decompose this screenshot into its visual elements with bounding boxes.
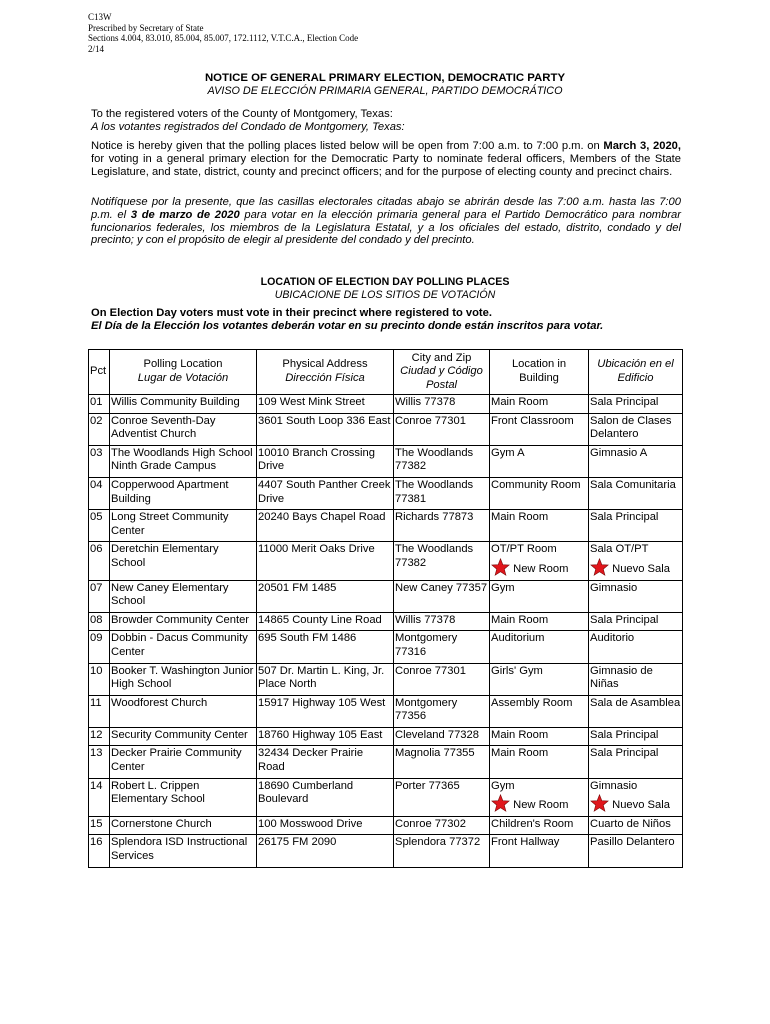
new-room-note [590, 558, 681, 577]
header-physical-address-es: Dirección Física [285, 372, 365, 384]
cell-address [257, 612, 394, 631]
cell-address-text: 695 South FM 1486 [258, 632, 357, 645]
cell-building-text: Main Room [491, 728, 549, 741]
cell-address-text: 507 Dr. Martin L. King, Jr. Place North [258, 664, 385, 691]
cell-location [110, 580, 257, 612]
cell-building-text: OT/PT Room [491, 543, 557, 556]
cell-address-text: 100 Mosswood Drive [258, 817, 363, 830]
cell-pct [89, 542, 110, 580]
cell-building [490, 695, 589, 727]
cell-ubicacion [589, 413, 683, 445]
cell-city-text: Montgomery 77356 [395, 696, 458, 723]
table-row [89, 778, 683, 816]
cell-city-text: Willis 77378 [395, 396, 456, 408]
cell-building [490, 778, 589, 816]
cell-pct [89, 510, 110, 542]
cell-city [394, 477, 490, 509]
cell-ubicacion [589, 835, 683, 867]
cell-pct [89, 746, 110, 778]
cell-address-text: 18760 Highway 105 East [258, 728, 383, 741]
notice-spanish-text-1: Notifíquese por la presente, que las casillas electorales citadas abajo se abrirán desde las 7:00 a.m. hasta las 7:00 p.m. el [91, 196, 681, 221]
cell-pct [89, 477, 110, 509]
cell-city [394, 413, 490, 445]
polling-places-body [89, 395, 683, 868]
cell-ubicacion-text: Sala Principal [590, 511, 659, 524]
cell-city [394, 778, 490, 816]
cell-building-text: Gym [491, 779, 515, 792]
cell-ubicacion [589, 542, 683, 580]
table-row [89, 631, 683, 663]
table-row [89, 510, 683, 542]
cell-pct [89, 663, 110, 695]
table-row [89, 612, 683, 631]
table-row [89, 746, 683, 778]
cell-pct-text: 13 [90, 747, 103, 760]
election-day-note [91, 307, 681, 333]
cell-building-text: Children's Room [491, 817, 574, 830]
cell-city-text: Conroe 77302 [395, 817, 466, 830]
table-row [89, 580, 683, 612]
cell-ubicacion-text: Gimnasio A [590, 446, 648, 459]
location-heading-spanish: UBICACIONE DE LOS SITIOS DE VOTACIÓN [274, 288, 496, 301]
cell-city [394, 510, 490, 542]
header-physical-address-en: Physical Address [282, 358, 368, 371]
cell-location [110, 477, 257, 509]
cell-address [257, 542, 394, 580]
cell-location-text: Long Street Community Center [111, 511, 229, 537]
cell-location [110, 631, 257, 663]
cell-building [490, 542, 589, 580]
cell-pct-text: 05 [90, 511, 103, 524]
cell-city [394, 580, 490, 612]
form-code: C13W [88, 12, 112, 22]
cell-ubicacion [589, 778, 683, 816]
red-star-icon [491, 558, 510, 576]
cell-pct [89, 395, 110, 414]
new-room-note [491, 558, 587, 577]
notice-english [91, 140, 681, 178]
cell-address [257, 727, 394, 746]
cell-address-text: 10010 Branch Crossing Drive [258, 446, 375, 473]
cell-building [490, 395, 589, 414]
cell-location [110, 542, 257, 580]
cell-pct [89, 580, 110, 612]
cell-address [257, 510, 394, 542]
header-physical-address [257, 350, 394, 395]
cell-location-text: Woodforest Church [111, 696, 208, 709]
cell-building-text: Community Room [491, 478, 581, 491]
cell-location [110, 778, 257, 816]
cell-ubicacion-text: Gimnasio [590, 779, 638, 792]
cell-pct-text: 15 [90, 817, 103, 830]
cell-pct [89, 727, 110, 746]
cell-pct-text: 03 [90, 446, 103, 459]
cell-ubicacion [589, 477, 683, 509]
table-row [89, 413, 683, 445]
cell-building [490, 727, 589, 746]
cell-location-text: Security Community Center [111, 728, 248, 741]
cell-ubicacion [589, 695, 683, 727]
cell-building [490, 631, 589, 663]
cell-ubicacion [589, 510, 683, 542]
cell-ubicacion-text: Sala Principal [590, 747, 659, 760]
cell-location [110, 413, 257, 445]
cell-pct-text: 12 [90, 728, 103, 741]
cell-location-text: Dobbin - Dacus Community Center [111, 632, 248, 658]
cell-city-text: New Caney 77357 [395, 581, 488, 594]
address-block [91, 108, 681, 134]
cell-address-text: 20240 Bays Chapel Road [258, 511, 386, 524]
cell-pct [89, 816, 110, 835]
page-title: NOTICE OF GENERAL PRIMARY ELECTION, DEMOCRATIC PARTY [204, 72, 566, 84]
table-row [89, 395, 683, 414]
header-location-in-building: Location in Building [490, 350, 589, 395]
cell-pct-text: 04 [90, 478, 103, 491]
cell-location-text: Decker Prairie Community Center [111, 747, 242, 774]
cell-pct-text: 16 [90, 836, 103, 849]
cell-city [394, 695, 490, 727]
cell-pct [89, 612, 110, 631]
cell-building-text: Front Classroom [491, 414, 574, 427]
cell-city-text: The Woodlands 77382 [395, 446, 474, 473]
cell-location [110, 663, 257, 695]
cell-building-text: Main Room [491, 396, 549, 408]
cell-pct [89, 695, 110, 727]
header-city-zip [394, 350, 490, 395]
red-star-icon [590, 558, 609, 576]
cell-pct-text: 02 [90, 414, 103, 427]
notice-english-text-1: Notice is hereby given that the polling places listed below will be open from 7:00 a.m. to 7:00 p.m. on [91, 140, 604, 152]
cell-location [110, 445, 257, 477]
cell-address-text: 26175 FM 2090 [258, 836, 337, 849]
cell-address-text: 109 West Mink Street [258, 396, 365, 408]
cell-location [110, 510, 257, 542]
cell-address [257, 580, 394, 612]
cell-address [257, 835, 394, 867]
new-room-label: Nuevo Sala [612, 562, 670, 575]
cell-location [110, 746, 257, 778]
cell-address [257, 413, 394, 445]
cell-pct [89, 413, 110, 445]
red-star-icon [590, 794, 609, 812]
cell-building [490, 612, 589, 631]
notice-english-date: March 3, 2020, [603, 140, 681, 152]
cell-pct-text: 06 [90, 543, 103, 556]
cell-location-text: Willis Community Building [111, 396, 240, 408]
table-row [89, 477, 683, 509]
location-heading-english: LOCATION OF ELECTION DAY POLLING PLACES [260, 276, 510, 288]
title-block [0, 72, 770, 98]
cell-address-text: 15917 Highway 105 West [258, 696, 386, 709]
cell-city-text: The Woodlands 77381 [395, 478, 474, 505]
cell-pct-text: 14 [90, 779, 103, 792]
cell-ubicacion-text: Pasillo Delantero [590, 836, 675, 849]
cell-address-text: 18690 Cumberland Boulevard [258, 779, 354, 806]
cell-address [257, 477, 394, 509]
cell-address-text: 14865 County Line Road [258, 613, 382, 626]
cell-ubicacion-text: Cuarto de Niños [590, 817, 671, 830]
cell-address-text: 20501 FM 1485 [258, 581, 337, 594]
header-polling-location-en: Polling Location [143, 358, 223, 371]
header-ubicacion: Ubicación en el Edificio [589, 350, 683, 395]
header-pct: Pct [89, 350, 110, 395]
cell-city-text: Cleveland 77328 [395, 728, 479, 741]
cell-pct-text: 11 [90, 696, 102, 709]
cell-building [490, 510, 589, 542]
cell-address [257, 816, 394, 835]
cell-ubicacion [589, 395, 683, 414]
header-city-zip-es: Ciudad y Código Postal [400, 365, 483, 391]
cell-address-text: 11000 Merit Oaks Drive [258, 543, 375, 556]
cell-city [394, 445, 490, 477]
cell-city-text: The Woodlands 77382 [395, 543, 474, 569]
cell-city-text: Magnolia 77355 [395, 747, 475, 760]
new-room-label: Nuevo Sala [612, 799, 670, 812]
cell-building-text: Main Room [491, 747, 549, 760]
cell-address [257, 445, 394, 477]
cell-location-text: Deretchin Elementary School [111, 543, 219, 569]
table-row [89, 663, 683, 695]
cell-location [110, 395, 257, 414]
cell-ubicacion [589, 612, 683, 631]
table-row [89, 695, 683, 727]
cell-address-text: 32434 Decker Prairie Road [258, 747, 364, 774]
table-row [89, 835, 683, 867]
cell-pct [89, 631, 110, 663]
election-day-note-english: On Election Day voters must vote in their precinct where registered to vote. [91, 307, 492, 319]
page-title-spanish: AVISO DE ELECCIÓN PRIMARIA GENERAL, PARTIDO DEMOCRÁTICO [207, 85, 563, 97]
cell-city-text: Montgomery 77316 [395, 632, 458, 658]
cell-location [110, 835, 257, 867]
cell-building [490, 746, 589, 778]
cell-city-text: Porter 77365 [395, 779, 460, 792]
cell-location-text: Booker T. Washington Junior High School [111, 664, 254, 691]
cell-address-text: 3601 South Loop 336 East [258, 414, 391, 427]
new-room-note [590, 794, 681, 813]
cell-city-text: Richards 77873 [395, 511, 474, 524]
cell-pct-text: 10 [90, 664, 103, 677]
cell-location [110, 816, 257, 835]
cell-building [490, 835, 589, 867]
cell-city [394, 835, 490, 867]
cell-pct [89, 778, 110, 816]
table-row [89, 445, 683, 477]
cell-pct-text: 09 [90, 632, 103, 645]
notice-spanish [91, 196, 681, 247]
red-star-icon [491, 794, 510, 812]
address-spanish: A los votantes registrados del Condado de Montgomery, Texas: [91, 120, 405, 133]
notice-spanish-date: 3 de marzo de 2020 [130, 208, 240, 221]
cell-location [110, 695, 257, 727]
form-header [88, 12, 358, 54]
header-polling-location-es: Lugar de Votación [137, 372, 229, 384]
cell-city [394, 631, 490, 663]
cell-location-text: The Woodlands High School Ninth Grade Campus [111, 446, 253, 473]
new-room-label: New Room [513, 562, 569, 575]
cell-pct-text: 01 [90, 396, 103, 408]
cell-ubicacion [589, 727, 683, 746]
cell-ubicacion-text: Auditorio [590, 632, 635, 645]
cell-city [394, 727, 490, 746]
cell-city-text: Conroe 77301 [395, 414, 466, 427]
table-row [89, 727, 683, 746]
cell-ubicacion [589, 816, 683, 835]
table-header-row [89, 350, 683, 395]
new-room-label: New Room [513, 799, 569, 812]
cell-building-text: Gym A [491, 446, 525, 459]
notice-spanish-text-2: para votar en la elección primaria general para el Partido Democrático para nombrar funcionarios federales, los miembros de la Legislatura Estatal, y a los oficiales del estado, distrito, condado y del precinto; y con el propósito de elegir al presidente del condado y del precinto. [91, 208, 682, 247]
cell-ubicacion [589, 663, 683, 695]
cell-building-text: Front Hallway [491, 836, 560, 849]
cell-city [394, 612, 490, 631]
cell-pct-text: 08 [90, 613, 103, 626]
cell-location [110, 612, 257, 631]
cell-location [110, 727, 257, 746]
cell-location-text: Robert L. Crippen Elementary School [111, 779, 205, 806]
cell-location-text: Splendora ISD Instructional Services [111, 836, 248, 863]
form-prescribed: Prescribed by Secretary of State [88, 22, 204, 33]
cell-pct-text: 07 [90, 581, 103, 594]
cell-pct [89, 835, 110, 867]
cell-city [394, 395, 490, 414]
table-row [89, 816, 683, 835]
cell-city [394, 816, 490, 835]
cell-address [257, 778, 394, 816]
form-date: 2/14 [88, 43, 105, 54]
cell-city-text: Willis 77378 [395, 613, 456, 626]
cell-city [394, 663, 490, 695]
cell-building-text: Girls' Gym [491, 664, 543, 677]
new-room-note [491, 794, 587, 813]
cell-ubicacion [589, 746, 683, 778]
header-city-zip-en: City and Zip [411, 351, 472, 364]
polling-places-table [88, 349, 683, 868]
cell-location-text: Cornerstone Church [111, 817, 212, 830]
cell-ubicacion [589, 631, 683, 663]
cell-building [490, 413, 589, 445]
cell-ubicacion-text: Sala Principal [590, 728, 659, 741]
location-heading [0, 276, 770, 301]
cell-pct [89, 445, 110, 477]
cell-ubicacion [589, 445, 683, 477]
cell-building-text: Gym [491, 581, 515, 594]
cell-ubicacion-text: Sala de Asamblea [590, 696, 681, 709]
notice-english-text-2: for voting in a general primary election for the Democratic Party to nominate federal officers, Members of the State Legislature, and state, district, county and precinct officers; and for the purpose of electing county and precinct chairs. [91, 152, 681, 178]
cell-building-text: Main Room [491, 511, 549, 524]
cell-location-text: Copperwood Apartment Building [111, 478, 229, 505]
cell-ubicacion-text: Sala Principal [590, 396, 659, 408]
cell-location-text: New Caney Elementary School [111, 581, 229, 608]
table-row [89, 542, 683, 580]
form-sections: Sections 4.004, 83.010, 85.004, 85.007, 172.1112, V.T.C.A., Election Code [88, 33, 359, 43]
cell-ubicacion-text: Salon de Clases Delantero [590, 414, 672, 441]
cell-ubicacion [589, 580, 683, 612]
cell-city-text: Conroe 77301 [395, 664, 466, 677]
cell-building-text: Main Room [491, 613, 549, 626]
cell-city-text: Splendora 77372 [395, 836, 481, 849]
cell-address [257, 663, 394, 695]
cell-ubicacion-text: Gimnasio de Niñas [590, 664, 653, 691]
cell-address [257, 695, 394, 727]
cell-building [490, 816, 589, 835]
cell-city [394, 746, 490, 778]
header-polling-location [110, 350, 257, 395]
cell-ubicacion-text: Gimnasio [590, 581, 638, 594]
address-english: To the registered voters of the County of Montgomery, Texas: [91, 108, 393, 120]
cell-address [257, 631, 394, 663]
cell-address-text: 4407 South Panther Creek Drive [258, 478, 391, 505]
cell-ubicacion-text: Sala Principal [590, 613, 659, 626]
cell-ubicacion-text: Sala Comunitaria [590, 478, 676, 491]
cell-location-text: Conroe Seventh-Day Adventist Church [111, 414, 216, 441]
cell-building [490, 580, 589, 612]
cell-address [257, 395, 394, 414]
cell-building-text: Auditorium [491, 632, 545, 645]
cell-building-text: Assembly Room [491, 696, 573, 709]
cell-building [490, 477, 589, 509]
cell-building [490, 663, 589, 695]
cell-address [257, 746, 394, 778]
cell-building [490, 445, 589, 477]
cell-ubicacion-text: Sala OT/PT [590, 543, 649, 556]
cell-city [394, 542, 490, 580]
election-day-note-spanish: El Día de la Elección los votantes deberán votar en su precinto donde están inscritos para votar. [91, 319, 604, 332]
cell-location-text: Browder Community Center [111, 613, 250, 626]
